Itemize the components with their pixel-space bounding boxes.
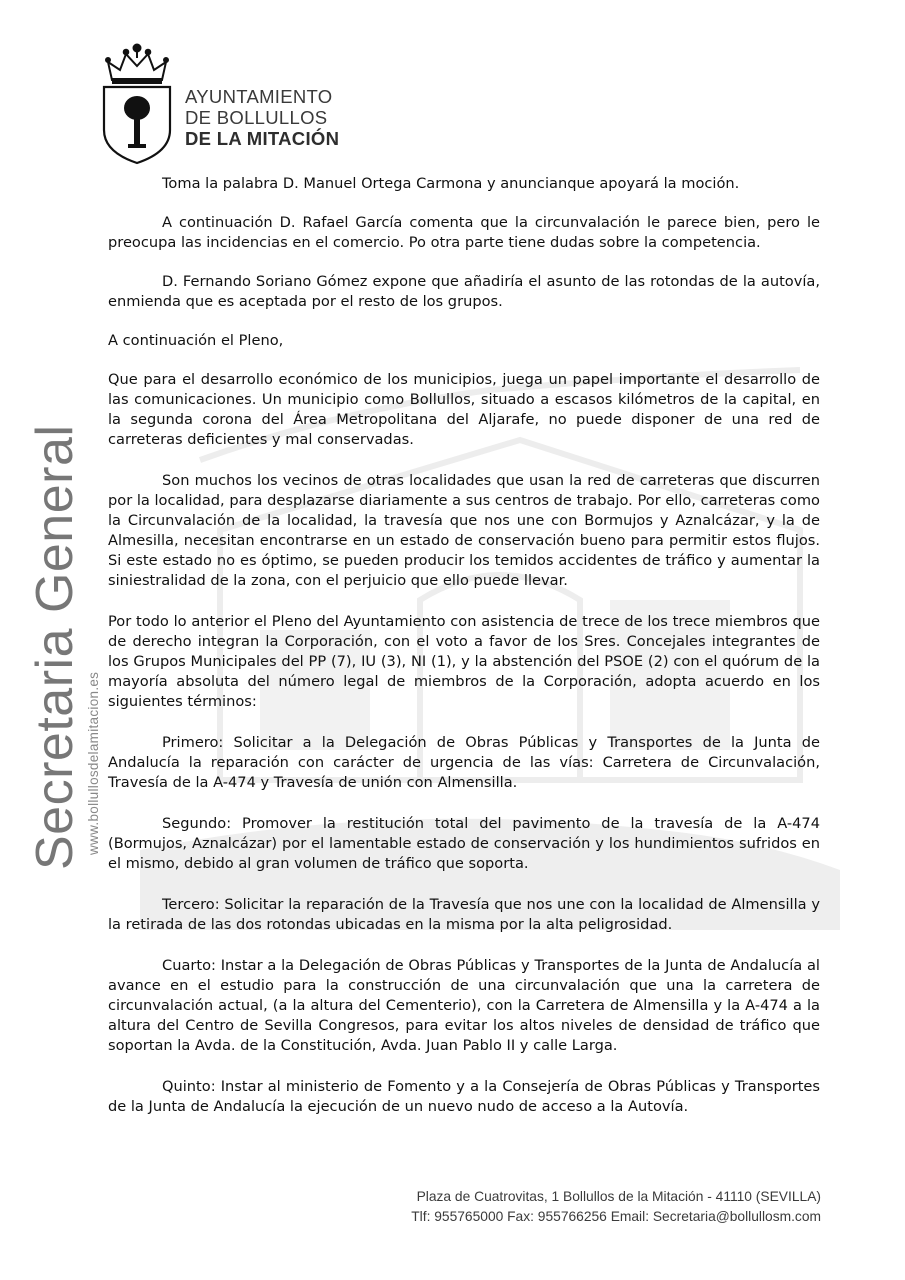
side-stamp-title: Secretaria General — [26, 424, 84, 870]
side-stamp-url: www.bollullosdelamitacion.es — [86, 671, 101, 855]
side-stamp — [27, 410, 117, 870]
paragraph: A continuación el Pleno, — [108, 332, 284, 349]
coat-of-arms-icon — [100, 40, 175, 165]
footer — [411, 1187, 821, 1227]
paragraph: Son muchos los vecinos de otras localidades que usan la red de carreteras que discurren por la localidad, para desplazarse diariamente a sus centros de trabajo. Por ello, carreteras como la Circunvalación de la localidad, la travesía que nos une con Bormujos y Aznalcázar, y la de Almesilla, necesitan encontrarse en un estado de conservación bueno para permitir estos flujos. Si este estado no es óptimo, se pueden producir los temidos accidentes de tráfico y aumentar la siniestralidad de la zona, con el perjuicio que ello puede llevar. — [108, 472, 820, 589]
footer-address: Plaza de Cuatrovitas, 1 Bollullos de la Mitación - 41110 (SEVILLA) — [416, 1189, 821, 1204]
paragraph: Por todo lo anterior el Pleno del Ayuntamiento con asistencia de trece de los trece miembros que de derecho integran la Corporación, con el voto a favor de los Sres. Concejales integrantes de los Grupos Municipales del PP (7), IU (3), NI (1), y la abstención del PSOE (2) con el quórum de la mayoría absoluta del número legal de miembros de la Corporación, adopta acuerdo en los siguientes términos: — [108, 613, 820, 710]
paragraph: Quinto: Instar al ministerio de Fomento y a la Consejería de Obras Públicas y Transportes de la Junta de Andalucía la ejecución de un nuevo nudo de acceso a la Autovía. — [108, 1078, 820, 1115]
paragraph: Tercero: Solicitar la reparación de la Travesía que nos une con la localidad de Almensilla y la retirada de las dos rotondas ubicadas en la misma por la alta peligrosidad. — [108, 896, 820, 933]
document-body — [108, 174, 820, 1136]
letterhead — [100, 40, 360, 165]
paragraph: Cuarto: Instar a la Delegación de Obras Públicas y Transportes de la Junta de Andalucía al avance en el estudio para la construcción de una circunvalación que una la carretera de circunvalación actual, (a la altura del Cementerio), con la Carretera de Almensilla y la A-474 a la altura del Centro de Sevilla Congresos, para evitar los altos niveles de densidad de tráfico que soportan la Avda. de la Constitución, Avda. Juan Pablo II y calle Larga. — [108, 957, 820, 1054]
paragraph: Toma la palabra D. Manuel Ortega Carmona y anuncianque apoyará la moción. — [162, 175, 740, 192]
org-line-2: DE BOLLULLOS — [185, 107, 328, 128]
paragraph: A continuación D. Rafael García comenta que la circunvalación le parece bien, pero le preocupa las incidencias en el comercio. Po otra parte tiene dudas sobre la competencia. — [108, 214, 820, 251]
organization-name — [185, 86, 339, 149]
paragraph: Primero: Solicitar a la Delegación de Obras Públicas y Transportes de la Junta de Andalucía la reparación con carácter de urgencia de las vías: Carretera de Circunvalación, Travesía de la A-474 y Travesía de unión con Almensilla. — [108, 734, 820, 791]
paragraph: Que para el desarrollo económico de los municipios, juega un papel importante el desarrollo de las comunicaciones. Un municipio como Bollullos, situado a escasos kilómetros de la capital, en la segunda corona del Área Metropolitana del Aljarafe, no puede disponer de una red de carreteras deficientes y mal conservadas. — [108, 371, 820, 448]
paragraph: D. Fernando Soriano Gómez expone que añadiría el asunto de las rotondas de la autovía, enmienda que es aceptada por el resto de los grupos. — [108, 273, 820, 310]
paragraph: Segundo: Promover la restitución total del pavimento de la travesía de la A-474 (Bormujos, Aznalcázar) por el lamentable estado de conservación y los hundimientos sufridos en el mismo, debido al gran volumen de tráfico que soporta. — [108, 815, 820, 872]
footer-contact: Tlf: 955765000 Fax: 955766256 Email: Secretaria@bollullosm.com — [411, 1209, 821, 1224]
org-line-1: AYUNTAMIENTO — [185, 86, 333, 107]
org-line-3: DE LA MITACIÓN — [185, 128, 340, 149]
